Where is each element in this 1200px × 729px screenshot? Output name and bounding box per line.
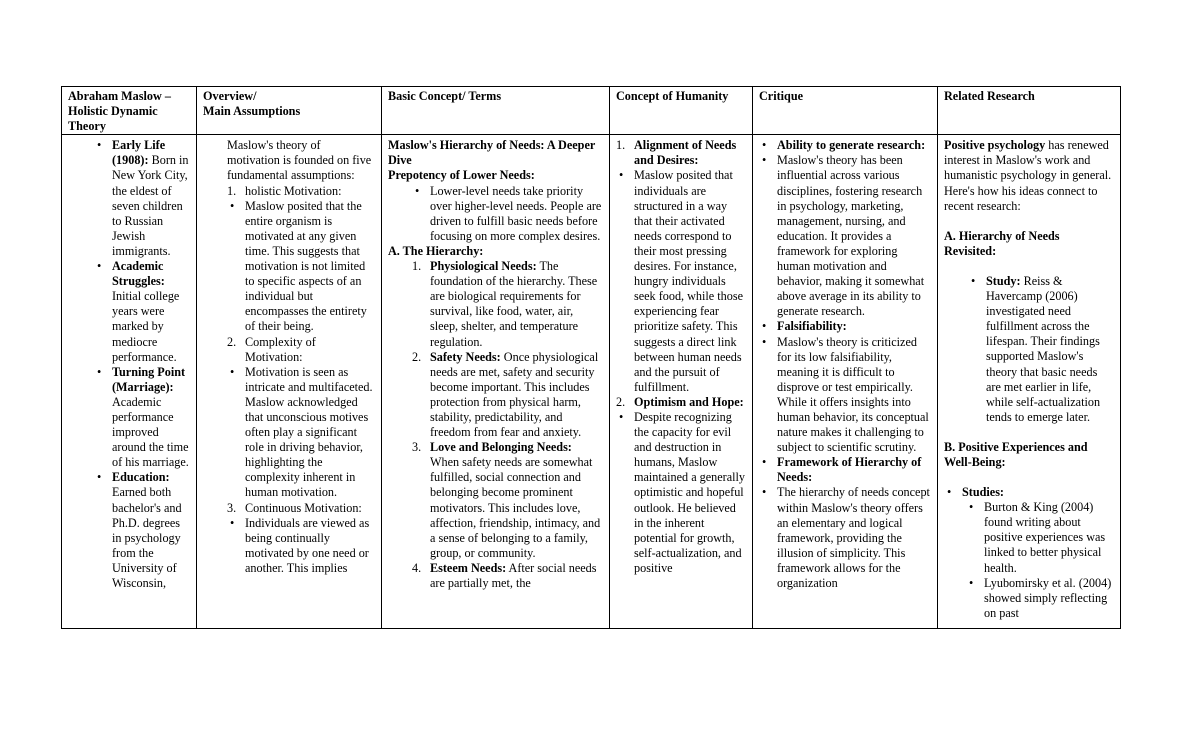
section-title: Maslow's Hierarchy of Needs: A Deeper Dive [388,138,596,168]
list-item: 3. Love and Belonging Needs: When safety needs are somewhat fulfilled, social connection and belonging become prominent motivators. This includes love, affection, friendship, intimacy, and a sense of belonging to a family, group, or community. [412,440,601,560]
cell-overview [197,135,382,629]
cell-basic-concept [382,135,610,629]
cell-humanity [610,135,753,629]
cell-research [938,135,1121,629]
list-item: 2. Complexity of Motivation: [227,334,316,364]
list-item: • Maslow posited that individuals are structured in a way that their activated needs correspond to their most pressing desires. For instance, hungry individuals seek food, while those experiencing fear prioritize safety. This suggests a direct link between human needs and the pursuit of fulfillment. [616,168,746,394]
header-cell-basic-concept: Basic Concept/ Terms [382,87,610,135]
header-cell-humanity: Concept of Humanity [610,87,753,135]
cell-biography [62,135,197,629]
list-item: 4. Esteem Needs: After social needs are partially met, the [412,560,597,590]
list-item: 3. Continuous Motivation: [227,500,362,515]
cell-critique [753,135,938,629]
research-intro: Positive psychology has renewed interest in Maslow's work and humanistic psychology in general. Here's how his ideas connect to recent research: [944,138,1112,213]
header-row [62,87,1121,135]
theory-summary-table [61,86,1121,629]
list-item: • Academic Struggles: Initial college years were marked by mediocre performance. [94,259,190,365]
content-row [62,135,1121,629]
list-item: • Early Life (1908): Born in New York City, the eldest of seven children to Russian Jewish immigrants. [94,138,190,259]
header-cell-research: Related Research [938,87,1121,135]
list-item: • Motivation is seen as intricate and multifaceted. Maslow acknowledged that unconscious motives often play a significant role in driving behavior, highlighting the complexity inherent in human motivation. [227,365,375,501]
list-item: • Education: Earned both bachelor's and Ph.D. degrees in psychology from the University of Wisconsin, [94,470,190,591]
list-item: • Despite recognizing the capacity for evil and destruction in humans, Maslow maintained a generally optimistic and hopeful outlook. He believed in the inherent potential for growth, self-actualization, and positive [616,410,746,576]
header-cell-critique: Critique [753,87,938,135]
list-item: 1. Alignment of Needs and Desires: [616,138,737,168]
list-item: • Lower-level needs take priority over higher-level needs. People are driven to fulfill basic needs before focusing on more complex desires. [412,184,603,244]
list-item: • The hierarchy of needs concept within Maslow's theory offers an elementary and logical framework, providing the illusion of simplicity. This framework allows for the organization [759,485,931,591]
list-item: • Burton & King (2004) found writing about positive experiences was linked to better physical health. [966,500,1114,575]
list-item: • Maslow's theory has been influential across various disciplines, fostering research in psychology, marketing, management, nursing, and education. It provides a framework for exploring human motivation and behavior, making it somewhat above average in its ability to generate research. [759,153,931,319]
list-item: • Studies: • Burton & King (2004) found writing about positive experiences was linked to better physical health. • Lyubomirsky et al. (2004) showed simply reflecting on past [944,485,1114,621]
section-subtitle: B. Positive Experiences and Well-Being: [944,439,1088,469]
list-item: • Falsifiability: [759,319,931,334]
list-item: • Maslow's theory is criticized for its low falsifiability, meaning it is difficult to disprove or test empirically. While it offers insights into human behavior, its conceptual nature makes it challenging to subject to scientific scrutiny. [759,335,931,456]
list-item: 2. Safety Needs: Once physiological needs are met, safety and security become important. This includes protection from physical harm, stability, predictability, and freedom from fear and anxiety. [412,349,599,440]
list-item: • Ability to generate research: [759,138,931,153]
section-subtitle: A. The Hierarchy: [388,243,484,258]
list-item: 2. Optimism and Hope: [616,394,744,409]
list-item: • Lyubomirsky et al. (2004) showed simply reflecting on past [966,576,1114,621]
list-item: • Turning Point (Marriage): Academic performance improved around the time of his marriage. [94,365,190,471]
overview-intro: Maslow's theory of motivation is founded on five fundamental assumptions: [227,138,372,183]
list-item: • Study: Reiss & Havercamp (2006) investigated need fulfillment across the lifespan. Their findings supported Maslow's theory that basic needs are met earlier in life, while self-actualization tends to emerge later. [968,274,1114,425]
section-subtitle: Prepotency of Lower Needs: [388,168,535,183]
list-item: 1. holistic Motivation: [227,183,342,198]
header-cell-overview: Overview/ Main Assumptions [197,87,382,135]
list-item: • Framework of Hierarchy of Needs: [759,455,931,485]
section-subtitle: A. Hierarchy of Needs Revisited: [944,228,1060,258]
list-item: • Individuals are viewed as being continually motivated by one need or another. This implies [227,516,375,576]
list-item: 1. Physiological Needs: The foundation of the hierarchy. These are biological requirements for survival, like food, water, air, sleep, shelter, and temperature regulation. [412,259,598,349]
header-cell-theory: Abraham Maslow – Holistic Dynamic Theory [62,87,197,135]
list-item: • Maslow posited that the entire organism is motivated at any given time. This suggests that motivation is not limited to specific aspects of an individual but encompasses the entirety of their being. [227,199,375,335]
